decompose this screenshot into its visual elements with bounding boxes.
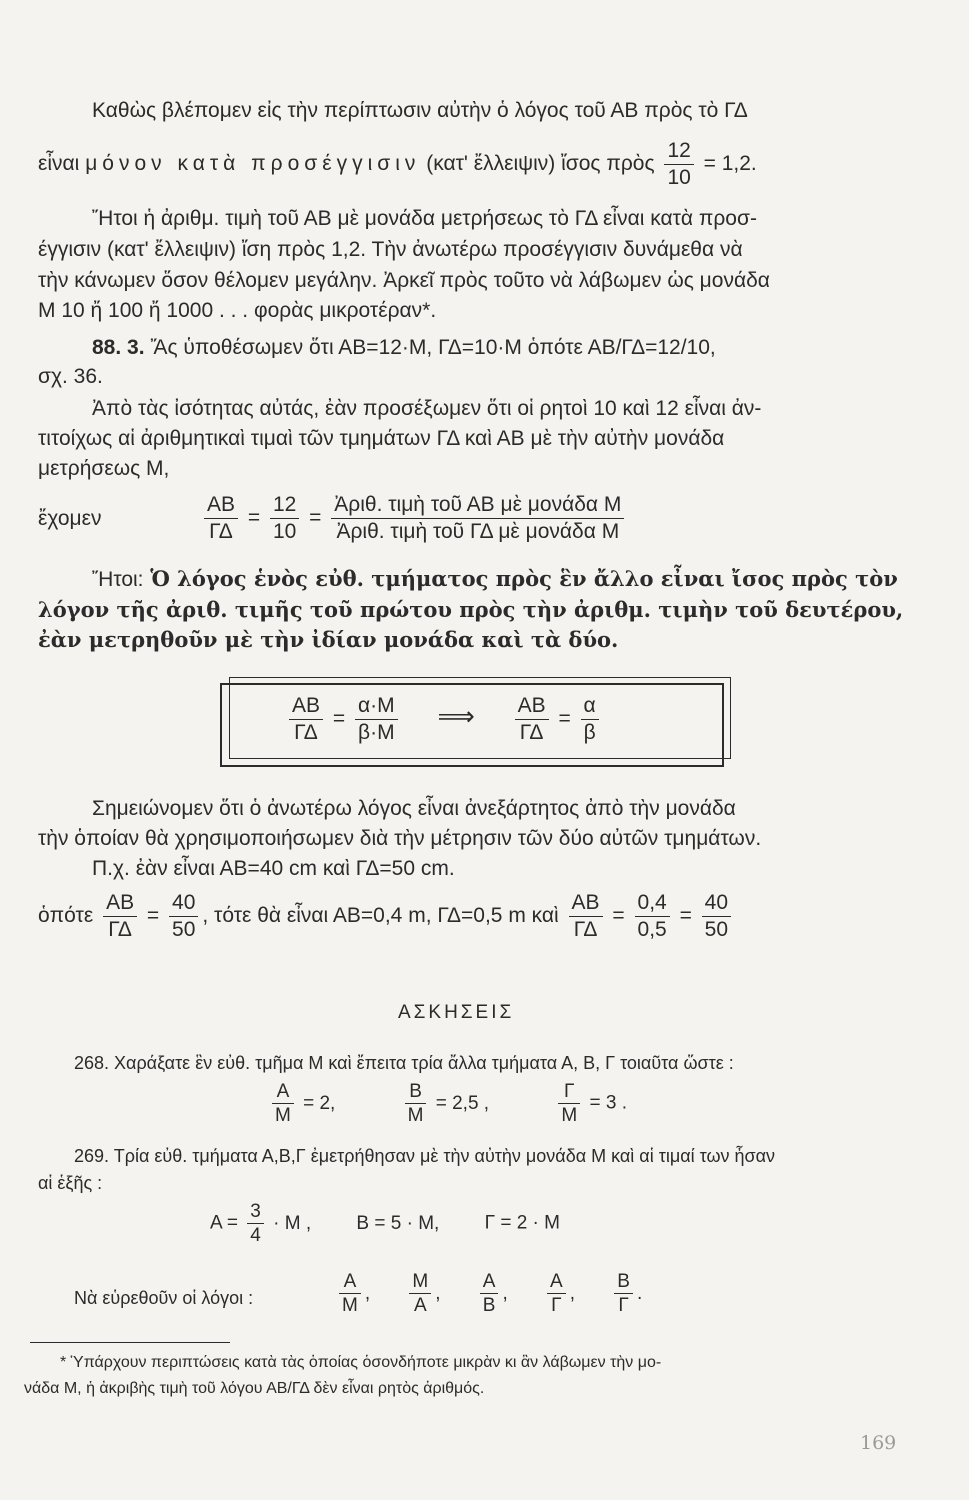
text-line-7: Ἀπὸ τὰς ἰσότητας αὐτάς, ἐὰν προσέξωμεν ὅτι οἱ ρητοὶ 10 καὶ 12 εἶναι ἀν- [92, 397, 762, 420]
denominator-gd: ΓΔ [573, 918, 598, 941]
ratio-5 [610, 1271, 643, 1316]
fraction-12-10 [664, 138, 693, 191]
denominator-50: 50 [172, 918, 196, 941]
text-eimai: εἶναι [38, 152, 80, 176]
fraction-denominator: 10 [667, 166, 691, 189]
equation-1 [200, 492, 628, 545]
denominator-words: Ἀριθ. τιμὴ τοῦ ΓΔ μὲ μονάδα Μ [336, 520, 620, 543]
equals-sign: = [679, 904, 692, 928]
text-line-1: Καθὼς βλέπομεν εἰς τὴν περίπτωσιν αὐτὴν ὁ λόγος τοῦ ΑΒ πρὸς τὸ ΓΔ [92, 99, 748, 122]
exercises-heading: ΑΣΚΗΣΕΙΣ [398, 1002, 515, 1023]
numerator-words: Ἀριθ. τιμὴ τοῦ ΑΒ μὲ μονάδα Μ [331, 492, 624, 519]
numerator: Α [272, 1080, 294, 1104]
equals-sign: = [332, 707, 346, 731]
fraction-ab-gd-ex-2 [569, 890, 603, 943]
fraction-b-m [405, 1080, 427, 1127]
text-line-6: Μ 10 ἤ 100 ἤ 1000 . . . φορὰς μικροτέραν*. [38, 299, 437, 322]
equals-sign: = [558, 707, 571, 731]
numerator: Γ [558, 1080, 580, 1104]
value-3: = 3 . [589, 1092, 627, 1114]
section-number: 88. 3. [92, 336, 145, 359]
text-approx: (κατ' ἔλλειψιν) ἴσος πρὸς [426, 152, 655, 176]
numerator-ab: ΑΒ [103, 890, 137, 917]
denominator: Μ [561, 1105, 578, 1126]
fraction-words [331, 492, 624, 545]
value-a-unit: · Μ , [273, 1212, 312, 1234]
equals-sign: = [309, 506, 322, 530]
denominator-05: 0,5 [637, 918, 667, 941]
denominator-bm: β·Μ [358, 721, 395, 744]
numerator: Α [480, 1270, 499, 1294]
denominator-b: β [583, 721, 596, 744]
figure-ref: σχ. 36. [38, 365, 103, 388]
numerator-a: α [581, 693, 599, 720]
text-example-mid: , τότε θὰ εἶναι ΑΒ=0,4 m, ΓΔ=0,5 m καὶ [202, 904, 559, 928]
rule-text-1: Ὁ λόγος ἑνὸς εὐθ. τμήματος πρὸς ἓν ἄλλο εἶναι ἴσος πρὸς τὸν [150, 566, 898, 591]
ratio-1 [335, 1271, 400, 1316]
separator: , [569, 1282, 575, 1304]
fraction-12-10-b [270, 492, 299, 545]
ratio-fraction [614, 1270, 633, 1317]
text-line-2 [38, 138, 757, 191]
denominator-gd: ΓΔ [519, 721, 544, 744]
section-88 [92, 335, 716, 361]
fraction-ab-gd [204, 492, 238, 545]
denominator: Α [413, 1295, 427, 1316]
value-b: Β = 5 · Μ, [356, 1212, 440, 1234]
text-spaced-emphasis: μόνον κατὰ προσέγγισιν [85, 152, 421, 176]
text-line-4: έγγισιν (κατ' ἔλλειψιν) ἴση πρὸς 1,2. Τὴν ἀνωτέρω προσέγγισιν δυνάμεθα νὰ [38, 238, 743, 261]
separator: , [364, 1282, 371, 1304]
exercise-269: 269. Τρία εὐθ. τμήματα Α,Β,Γ ἐμετρήθησαν μὲ τὴν αὐτὴν μονάδα Μ καὶ αἱ τιμαί των ἦσαν [74, 1146, 776, 1166]
fraction-a-m [272, 1080, 294, 1127]
fraction-40-50 [169, 890, 198, 943]
text-line-12: Π.χ. ἐὰν εἶναι ΑΒ=40 cm καὶ ΓΔ=50 cm. [92, 857, 455, 880]
denominator-gd: ΓΔ [108, 918, 132, 941]
text-line-9: μετρήσεως Μ, [38, 457, 170, 480]
denominator-gd: ΓΔ [209, 520, 233, 543]
exercise-269-values [210, 1200, 560, 1247]
text-line-3: Ἤτοι ἡ ἀριθμ. τιμὴ τοῦ ΑΒ μὲ μονάδα μετρήσεως τὸ ΓΔ εἶναι κατὰ προσ- [92, 207, 757, 230]
separator: . [636, 1282, 643, 1304]
denominator: Γ [551, 1295, 562, 1316]
ratio-2 [405, 1271, 470, 1316]
numerator-ab: ΑΒ [289, 693, 323, 720]
implies-arrow-icon: ⟹ [437, 701, 475, 732]
numerator-40: 40 [702, 890, 731, 917]
ratio-3 [476, 1271, 538, 1316]
fraction-g-m [558, 1080, 580, 1127]
fraction-a-b [581, 693, 599, 746]
numerator-04: 0,4 [635, 890, 670, 917]
fraction-ab-gd-box-2 [515, 693, 549, 746]
text-line-11: τὴν ὁποίαν θὰ χρησιμοποιήσωμεν διὰ τὴν μέτρησιν τῶν δύο αὐτῶν τμημάτων. [38, 827, 762, 850]
numerator-ab: ΑΒ [569, 890, 603, 917]
rule-text-3: ἐὰν μετρηθοῦν μὲ τὴν ἰδίαν μονάδα καὶ τὰ δύο. [38, 627, 619, 652]
value-g: Γ = 2 · Μ [484, 1212, 560, 1234]
boxed-formula [285, 693, 603, 746]
numerator: Α [339, 1270, 361, 1294]
find-ratios-label: Νὰ εὑρεθοῦν οἱ λόγοι : [74, 1288, 254, 1308]
fraction-40-50-b [702, 890, 731, 943]
numerator-am: α·Μ [355, 693, 398, 720]
exercise-268-fractions [268, 1080, 627, 1127]
equals-sign: = [612, 904, 625, 928]
rule-lead: Ἤτοι: [92, 568, 144, 591]
numerator-ab: ΑΒ [515, 693, 549, 720]
numerator: Μ [409, 1270, 431, 1294]
denominator-50: 50 [704, 918, 729, 941]
equals-sign: = [247, 506, 261, 530]
ratios-list [335, 1270, 642, 1317]
text-line-5: τὴν κάνωμεν ὅσον θέλομεν μεγάλην. Ἀρκεῖ πρὸς τοῦτο νὰ λάβωμεν ὡς μονάδα [38, 269, 770, 292]
ratio-4 [543, 1271, 605, 1316]
footnote-line-2: νάδα Μ, ἡ ἀκριβὴς τιμὴ τοῦ λόγου ΑΒ/ΓΔ δὲν εἶναι ρητὸς ἀριθμός. [24, 1380, 485, 1397]
fraction-3-4 [247, 1200, 264, 1247]
denominator: Μ [275, 1105, 291, 1126]
denominator: Β [482, 1295, 496, 1316]
text-opote: ὁπότε [38, 904, 94, 928]
fraction-aM-bM [355, 693, 398, 746]
rule-line-3 [38, 627, 618, 653]
rule-text-2: λόγον τῆς ἀριθ. τιμῆς τοῦ πρώτου πρὸς τὴν ἀριθμ. τιμὴν τοῦ δευτέρου, [38, 597, 904, 622]
exercise-268: 268. Χαράξατε ἓν εὐθ. τμῆμα Μ καὶ ἔπειτα τρία ἄλλα τμήματα Α, Β, Γ τοιαῦτα ὥστε : [74, 1053, 734, 1073]
ratio-fraction [547, 1270, 566, 1317]
denominator: Μ [407, 1105, 424, 1126]
value-1: = 2, [303, 1092, 336, 1114]
rule-line-1 [92, 566, 898, 593]
text-line-10: Σημειώνομεν ὅτι ὁ ἀνωτέρω λόγος εἶναι ἀνεξάρτητος ἀπὸ τὴν μονάδα [92, 797, 736, 820]
section-text: Ἄς ὑποθέσωμεν ὅτι ΑΒ=12·Μ, ΓΔ=10·Μ ὁπότε ΑΒ/ΓΔ=12/10, [150, 336, 716, 359]
text-line-8: τιτοίχως αἱ ἀριθμητικαὶ τιμαὶ τῶν τμημάτων ΓΔ καὶ ΑΒ μὲ τὴν αὐτὴν μονάδα [38, 427, 725, 450]
separator: , [502, 1282, 508, 1304]
denominator-4: 4 [250, 1225, 261, 1246]
fraction-04-05 [635, 890, 670, 943]
page-number: 169 [860, 1432, 897, 1454]
example-equation [38, 890, 735, 943]
numerator-3: 3 [247, 1200, 264, 1224]
ratio-fraction [480, 1270, 499, 1317]
text-result: = 1,2. [703, 152, 757, 176]
separator: , [435, 1282, 441, 1304]
exercise-269-cont: αἱ ἑξῆς : [38, 1173, 103, 1193]
denominator: Μ [342, 1295, 358, 1316]
denominator-gd: ΓΔ [294, 721, 318, 744]
footnote-divider [30, 1342, 230, 1343]
text-echomen: ἔχομεν [38, 507, 102, 530]
numerator: Α [547, 1270, 566, 1294]
numerator-40: 40 [169, 890, 198, 917]
numerator-12: 12 [270, 492, 299, 519]
fraction-numerator: 12 [664, 138, 693, 165]
equals-sign: = [146, 904, 160, 928]
ratio-fraction [409, 1270, 431, 1317]
numerator: Β [405, 1080, 427, 1104]
value-a-label: Α = [210, 1212, 238, 1234]
fraction-ab-gd-box [289, 693, 323, 746]
value-2: = 2,5 , [435, 1092, 490, 1114]
numerator: Β [614, 1270, 633, 1294]
denominator-10: 10 [272, 520, 297, 543]
denominator: Γ [618, 1295, 629, 1316]
footnote-line-1: * Ὑπάρχουν περιπτώσεις κατὰ τὰς ὁποίας ὁσονδήποτε μικρὰν κι ἂν λάβωμεν τὴν μο- [60, 1354, 662, 1371]
ratio-fraction [339, 1270, 361, 1317]
numerator-ab: ΑΒ [204, 492, 238, 519]
rule-line-2 [38, 597, 903, 623]
fraction-ab-gd-ex [103, 890, 137, 943]
